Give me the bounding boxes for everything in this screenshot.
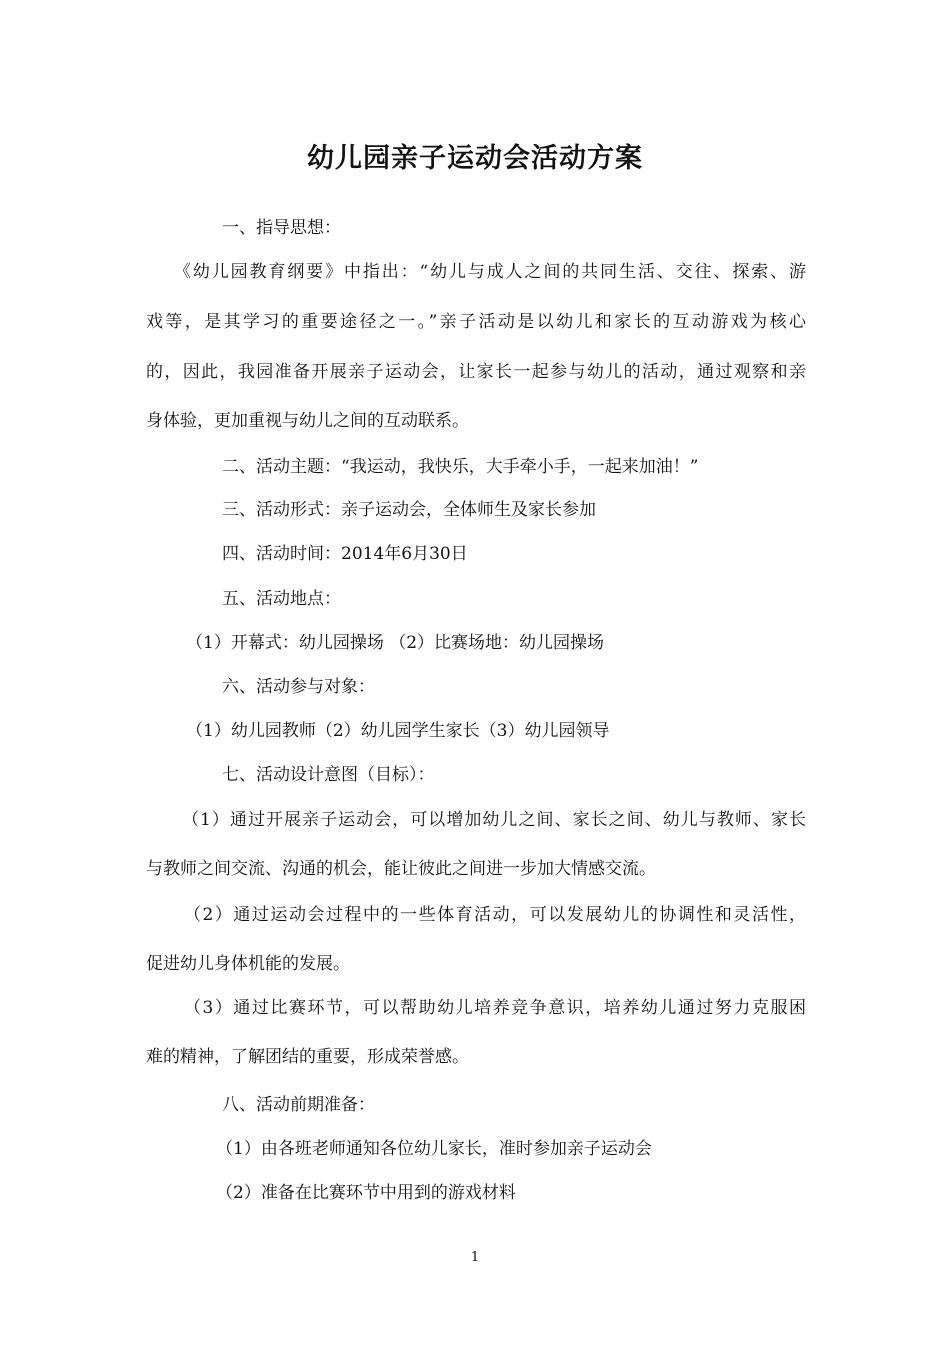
section-7-goal-2-line-1: （2）通过运动会过程中的一些体育活动，可以发展幼儿的协调性和灵活性， <box>184 905 806 925</box>
section-1-paragraph-line-2: 戏等，是其学习的重要途径之一。”亲子活动是以幼儿和家长的互动游戏为核心 <box>146 312 806 332</box>
section-4-time: 四、活动时间：2014年6月30日 <box>222 544 468 564</box>
section-3-form: 三、活动形式：亲子运动会，全体师生及家长参加 <box>222 500 596 520</box>
section-7-goal-2-line-2: 促进幼儿身体机能的发展。 <box>146 954 350 974</box>
section-6-heading: 六、活动参与对象： <box>222 677 375 697</box>
page-number: 1 <box>470 1250 480 1265</box>
section-7-goal-1-line-1: （1）通过开展亲子运动会，可以增加幼儿之间、家长之间、幼儿与教师、家长 <box>182 810 806 830</box>
section-1-heading: 一、指导思想： <box>222 218 341 238</box>
section-1-paragraph-line-3: 的，因此，我园准备开展亲子运动会，让家长一起参与幼儿的活动，通过观察和亲 <box>146 362 806 382</box>
section-8-item-2: （2）准备在比赛环节中用到的游戏材料 <box>216 1183 516 1203</box>
section-1-paragraph-line-1: 《幼儿园教育纲要》中指出：“幼儿与成人之间的共同生活、交往、探索、游 <box>174 262 806 282</box>
section-2-theme: 二、活动主题：“我运动，我快乐，大手牵小手，一起来加油！” <box>222 457 699 477</box>
section-6-participants: （1）幼儿园教师（2）幼儿园学生家长（3）幼儿园领导 <box>186 721 610 741</box>
section-1-paragraph-line-4: 身体验，更加重视与幼儿之间的互动联系。 <box>146 411 469 431</box>
section-7-goal-3-line-2: 难的精神，了解团结的重要，形成荣誉感。 <box>146 1047 469 1067</box>
section-7-goal-1-line-2: 与教师之间交流、沟通的机会，能让彼此之间进一步加大情感交流。 <box>146 859 656 879</box>
section-8-heading: 八、活动前期准备： <box>222 1095 375 1115</box>
document-title: 幼儿园亲子运动会活动方案 <box>307 143 643 174</box>
section-5-heading: 五、活动地点： <box>222 589 341 609</box>
section-5-venues: （1）开幕式：幼儿园操场 （2）比赛场地：幼儿园操场 <box>186 633 605 653</box>
section-7-heading: 七、活动设计意图（目标）： <box>222 765 435 785</box>
section-7-goal-3-line-1: （3）通过比赛环节，可以帮助幼儿培养竞争意识，培养幼儿通过努力克服困 <box>184 998 806 1018</box>
section-8-item-1: （1）由各班老师通知各位幼儿家长，准时参加亲子运动会 <box>216 1139 652 1159</box>
